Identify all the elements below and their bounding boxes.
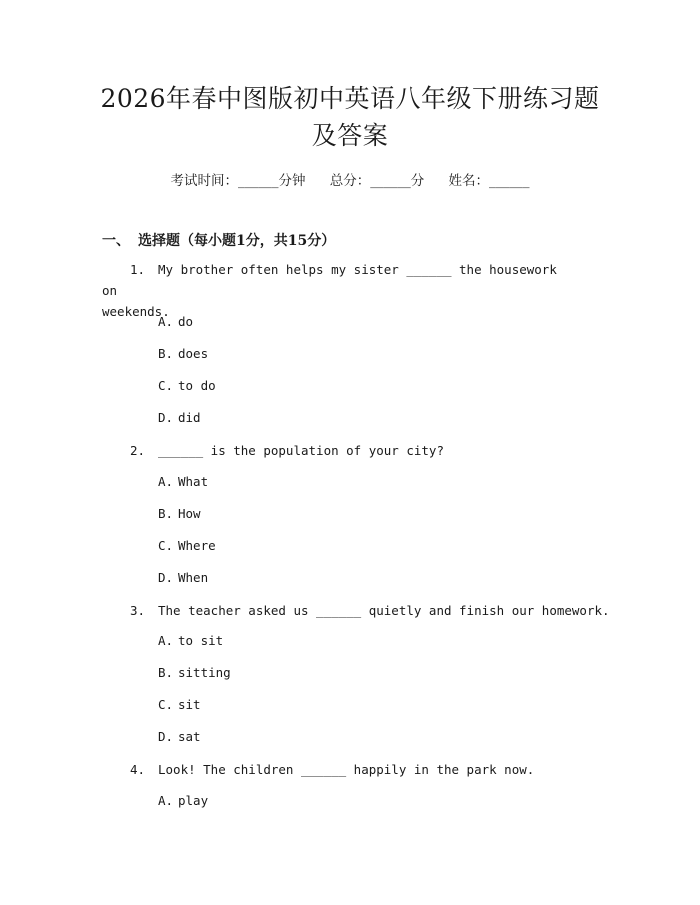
option-2a: A. What — [158, 474, 209, 489]
question-text: Look! The children ______ happily in the park now. — [158, 762, 535, 777]
option-3a: A. to sit — [158, 633, 224, 648]
question-number: 1. — [130, 262, 146, 277]
student-name-field: 姓名：______ — [448, 173, 530, 189]
question-text-continued: weekends. — [102, 304, 170, 319]
document-title — [90, 80, 610, 154]
total-score-field: 总分：______分 — [329, 173, 425, 189]
title-line-1: 2026年春中图版初中英语八年级下册练习题 — [100, 84, 600, 113]
section-title: 选择题（每小题1分，共15分） — [138, 233, 336, 249]
option-3c: C. sit — [158, 697, 201, 712]
option-2c: C. Where — [158, 538, 216, 553]
option-2b: B. How — [158, 506, 201, 521]
option-4a: A. play — [158, 793, 209, 808]
question-text: The teacher asked us ______ quietly and finish our homework. — [158, 603, 610, 618]
question-number: 2. — [130, 443, 146, 458]
option-1d: D. did — [158, 410, 201, 425]
option-2d: D. When — [158, 570, 209, 585]
option-3b: B. sitting — [158, 665, 231, 680]
question-number: 3. — [130, 603, 146, 618]
option-3d: D. sat — [158, 729, 201, 744]
exam-time-field: 考试时间：______分钟 — [170, 173, 306, 189]
option-1a: A. do — [158, 314, 194, 329]
question-number: 4. — [130, 762, 146, 777]
question-2 — [102, 440, 572, 461]
option-1b: B. does — [158, 346, 209, 361]
question-3 — [102, 600, 610, 621]
title-line-2: 及答案 — [311, 121, 389, 150]
question-text: My brother often helps my sister ______ the housework on — [102, 262, 557, 298]
exam-info-line — [0, 169, 700, 189]
option-1c: C. to do — [158, 378, 216, 393]
section-heading — [102, 230, 335, 250]
question-4 — [102, 759, 572, 780]
section-number: 一、 — [102, 233, 130, 249]
question-text: ______ is the population of your city? — [158, 443, 444, 458]
